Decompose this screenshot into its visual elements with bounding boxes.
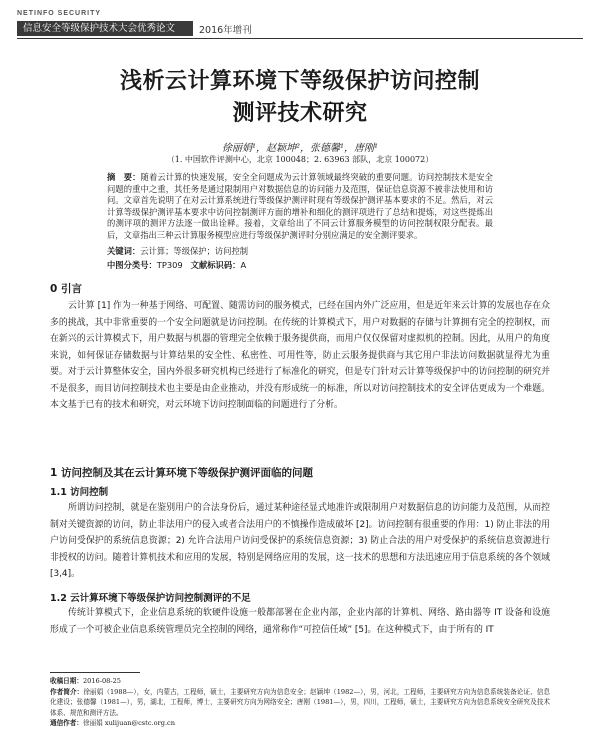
author-list: 徐丽娟¹，赵颖坤²，张德馨¹，唐刚¹ [221, 143, 379, 154]
header-divider [17, 38, 583, 39]
paragraph-intro: 云计算 [1] 作为一种基于网络、可配置、随需访问的服务模式，已经在国内外广泛应用，但是近年来云计算的发展也存在众多的挑战，其中非常重要的一个安全问题就是访问控制。在传统的计算模式下，用户对数据的存储与计算拥有完全的控制权，而在新兴的云计算模式下，用户数据与机器的管理完全依赖于服务提供商，而用户仅仅保留对虚拟机的控制。因此，从用户的角度来说，如何保证存储数据与计算结果的安全性、私密性、可用性等，防止云服务提供商与其它用户非法访问数据就显得尤为重要。对于云计算整体安全，国内外很多研究机构已经进行了标准化的研究，但是专门针对云计算等级保护中的访问控制的研究并不是很多，而目访问控制技术也主要是由企业推动，并没有形成统一的标准，所以对访问控制技术的安全评估更成为一个难题。本文基于已有的技术和研究，对云环境下访问控制面临的问题进行了分析。 [50, 301, 550, 410]
doc-code-value: A [240, 260, 247, 270]
journal-brand: NETINFO SECURITY [17, 10, 102, 17]
author-bio: 徐丽娟（1988—），女，内蒙古，工程师，硕士，主要研究方向为信息安全；赵颖坤（1982—），男，河北，工程师，主要研究方向为信息系统装备论证、信息化建设；张德馨（1981—），男，湖北，工程师，博士，主要研究方向为网络安全；唐刚（1981—），男，四川，工程师，硕士，主要研究方向为信息系统安全研究及技术体系、规范和测评方法。 [50, 687, 551, 717]
section-heading-intro: 0 引言 [50, 283, 82, 295]
abstract-label: 摘 要： [107, 172, 141, 182]
classification [107, 259, 246, 271]
author-affiliation: （1. 中国软件评测中心，北京 100048；2. 63963 部队，北京 100072） [166, 155, 434, 164]
abstract-text: 随着云计算的快速发展，安全全问题成为云计算领域最终突破的重要问题。访问控制技术是安全问题的重中之重，其任务是通过限制用户对数据信息的访问能力及范围，保证信息资源不被非法使用和访问。文章首先说明了在对云计算系统进行等级保护测评时现有等级保护测评基本要求的不足。然后，对云计算等级保护测评基本要求中访问控制测评方面的增补和细化的测评项进行了总结和提炼，对这些提炼出的测评项的测评方法逐一做出诠释。接着，文章给出了不同云计算服务模型的访问控制权限分配表。最后，文章指出三种云计算服务模型应进行等级保护测评时分别应满足的安全测评要求。 [107, 172, 493, 240]
journal-issue: 2016年增刊 [199, 25, 252, 36]
contact-label: 通信作者： [50, 719, 83, 727]
subsection-heading-1-1: 1.1 访问控制 [50, 487, 109, 498]
section-heading-1: 1 访问控制及其在云计算环境下等级保护测评面临的问题 [50, 467, 313, 479]
journal-header [17, 10, 583, 42]
clc-label: 中图分类号： [107, 260, 157, 270]
keywords-label: 关键词： [107, 246, 141, 256]
received-label: 收稿日期： [50, 677, 83, 685]
bio-label: 作者简介： [50, 687, 84, 696]
paper-title-line-1: 浅析云计算环境下等级保护访问控制 [119, 69, 480, 94]
keywords [107, 245, 248, 257]
paragraph-1-2: 传统计算模式下，企业信息系统的软硬件设施一般都部署在企业内部，企业内部的计算机、网络、路由器等 IT 设备和设施形成了一个可被企业信息系统管理员完全控制的网络，通常称作“可控信任域” [5]。在这种模式下，由于所有的 IT [50, 608, 550, 635]
received-date: 2016-08-25 [82, 677, 121, 685]
abstract [107, 172, 493, 242]
corresponding-author: 徐丽娟 xulijuan@cstc.org.cn [82, 719, 175, 727]
clc-value: TP309 [156, 260, 183, 270]
footnote-divider [50, 672, 140, 673]
journal-banner: 信息安全等级保护技术大会优秀论文 [17, 21, 193, 36]
doc-code-label: 文献标识码： [190, 260, 241, 270]
paper-title-line-2: 测评技术研究 [232, 101, 368, 126]
keywords-text: 云计算；等级保护；访问控制 [140, 246, 249, 256]
footnote [50, 676, 550, 729]
paragraph-1-1: 所谓访问控制，就是在鉴别用户的合法身份后，通过某种途径显式地准许或限制用户对数据信息的访问能力及范围，从而控制对关键资源的访问，防止非法用户的侵入或者合法用户的不慎操作造成破坏 [2]。访问控制有很重要的作用：1) 防止非法的用户访问受保护的系统信息资源；2) 允许合法用户访问受保护的系统信息资源；3) 防止合法的用户对受保护的系统信息资源进行非授权的访问。随着计算机技术和应用的发展，特别是网络应用的发展，这一技术的思想和方法迅速应用于信息系统的各个领域 [3,4]。 [50, 503, 550, 579]
subsection-heading-1-2: 1.2 云计算环境下等级保护访问控制测评的不足 [50, 593, 251, 604]
